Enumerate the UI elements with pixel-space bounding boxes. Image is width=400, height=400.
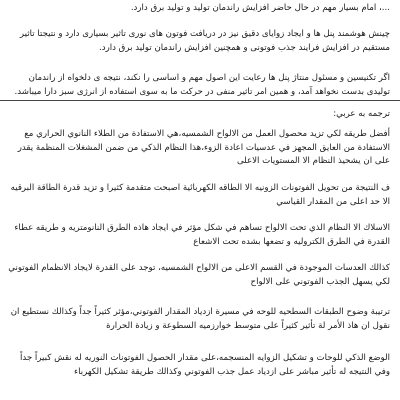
persian-paragraph-1: ...، امام بسیار مهم در حال حاضر افزایش راندمان تولید و تولید برق دارد.	[130, 3, 390, 13]
persian-paragraph-3: اگر تکنیسین و مسئول منتاژ پنل ها رعایت این اصول مهم و اساسی را نکند، نتیجه ی دلخواه از راندمان تولیدی بدست نخواهد آمد، و همین امر تاثیر منفی در حرکت ما به سوی استفاده از انرژی سبز دارا میباشد.	[14, 73, 390, 97]
persian-paragraph-2: چینش هوشمند پنل ها و ایجاد زوایای دقیق نیز در دریافت فوتون های نوری تاثیر بسیاری دارد و نتیجتا تاثیر مستقیم در افزایش فرایند جذب فوتونی و همچنین افزایش راندمان تولید برق دارد.	[19, 29, 390, 53]
arabic-paragraph-1: أفضل طريقه لكي تزيد محصول العمل من الالواح الشمسيه،هي الاستفادة من الطلاء النانوي الحراري مع الاستفادة من العايق المجهز في عدسيات اعادة الزوء،هذا النظام الذكي من ضمن المشغلات المنظمة يقدر على ان يشحيذ النظام الا المستويات الاعلى	[17, 129, 390, 166]
arabic-paragraph-2: ف النتيجة من تحويل الفوتونات الزونيه الا الطاقه الكهربائية اصبحت متقدمة كثيرا و تزيد قدرة الطاقة البرقيه الا حد اعلى من المقدار القياسي	[10, 183, 390, 207]
arabic-paragraph-3: الاسلاك الا النظام الذي تحت الالواح تساهم في شكل مؤثر في ايجاد هاذه الطرق النانومتريه و طريقه عطاء القدرة في الطرق الكتروليه و تضعها بشده تحت الاشعاع	[14, 223, 390, 247]
translation-heading: ترجمه به عربي:	[333, 109, 390, 119]
arabic-paragraph-4: كذالك العدسات الموجودة في القسم الاعلى من الالواح الشمسيه، توجد على القدرة لايجاد الانظمام الفوتوني لكي يسهل الجذب الفوتوني على الالواح	[8, 263, 390, 287]
section-divider	[0, 100, 400, 101]
arabic-paragraph-5: ترتيبة وضوح الطبقات السطحيه للوحه في مسيرة ازدياد المقدار الفوتوني،مؤثر كثيراً جداً وكذالك نستطيع ان نقول ان هاذ الأمر لة تأثير كثيراً على متوسط خوارزميه السطوعة و زيادة الحرارة	[10, 307, 390, 331]
arabic-paragraph-6: الوضع الذكي للوحات و تشكيل الزوايه المنسجمه،على مقدار الحصول الفوتونات النوريه له نقش كبيراً جداً وفي النتيجه له تأثير مباشر على ازدياد عمل جذب الفوتوني وكذالك طريقة تشكيل الكهرباء	[19, 353, 390, 377]
